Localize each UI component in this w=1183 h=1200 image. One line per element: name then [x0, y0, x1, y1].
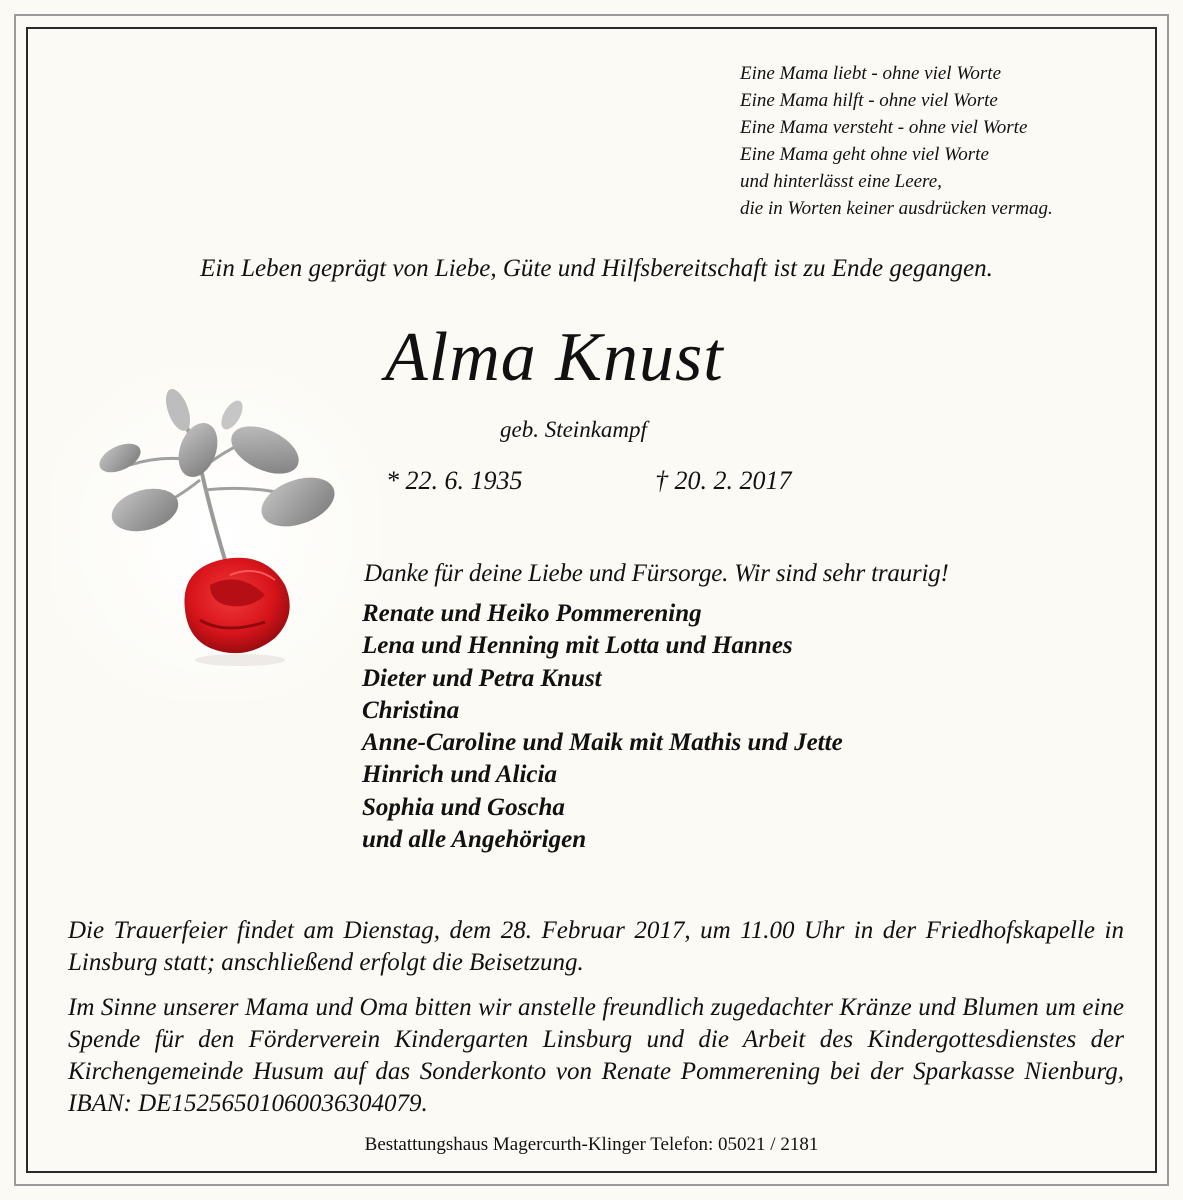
poem-line: und hinterlässt eine Leere,: [740, 171, 942, 192]
poem-line: Eine Mama versteht - ohne viel Worte: [740, 117, 1028, 138]
thanks-line: Danke für deine Liebe und Fürsorge. Wir sind sehr traurig!: [364, 560, 949, 587]
poem-line: Eine Mama hilft - ohne viel Worte: [740, 90, 998, 111]
family-member: Hinrich und Alicia: [362, 761, 557, 789]
funeral-home-contact: Bestattungshaus Magercurth-Klinger Telefon: 05021 / 2181: [364, 1134, 819, 1155]
family-member: und alle Angehörigen: [362, 826, 587, 854]
family-member: Dieter und Petra Knust: [362, 664, 602, 692]
family-member: Anne-Caroline und Maik mit Mathis und Jette: [362, 729, 843, 757]
donation-request: Im Sinne unserer Mama und Oma bitten wir anstelle freundlich zugedachter Kränze und Blumen um eine Spende für den Förderverein Kindergarten Linsburg und die Arbeit des Kindergottesdienstes der Kirchengemeinde Husum auf das Sonderkonto von Renate Pommerening bei der Sparkasse Nienburg, IBAN: DE15256501060036304079.: [68, 994, 1124, 1117]
family-member: Christina: [362, 696, 460, 724]
poem-line: Eine Mama geht ohne viel Worte: [740, 144, 989, 165]
birth-date: * 22. 6. 1935: [386, 466, 523, 495]
family-member: Renate und Heiko Pommerening: [362, 600, 702, 627]
family-list: [362, 598, 843, 856]
family-member: Lena und Henning mit Lotta und Hannes: [362, 632, 793, 660]
poem: [740, 60, 1160, 222]
death-date: † 20. 2. 2017: [655, 466, 792, 495]
family-member: Sophia und Goscha: [362, 793, 565, 821]
poem-line: Eine Mama liebt - ohne viel Worte: [740, 63, 1002, 84]
deceased-name: Alma Knust: [385, 319, 724, 396]
funeral-details: Die Trauerfeier findet am Dienstag, dem 28. Februar 2017, um 11.00 Uhr in der Friedhofskapelle in Linsburg statt; anschließend erfolgt die Beisetzung.: [68, 917, 1124, 976]
intro-line: Ein Leben geprägt von Liebe, Güte und Hilfsbereitschaft ist zu Ende gegangen.: [200, 255, 993, 282]
red-rose-icon: [50, 370, 380, 700]
poem-line: die in Worten keiner ausdrücken vermag.: [740, 198, 1053, 219]
maiden-name: geb. Steinkampf: [500, 417, 647, 442]
